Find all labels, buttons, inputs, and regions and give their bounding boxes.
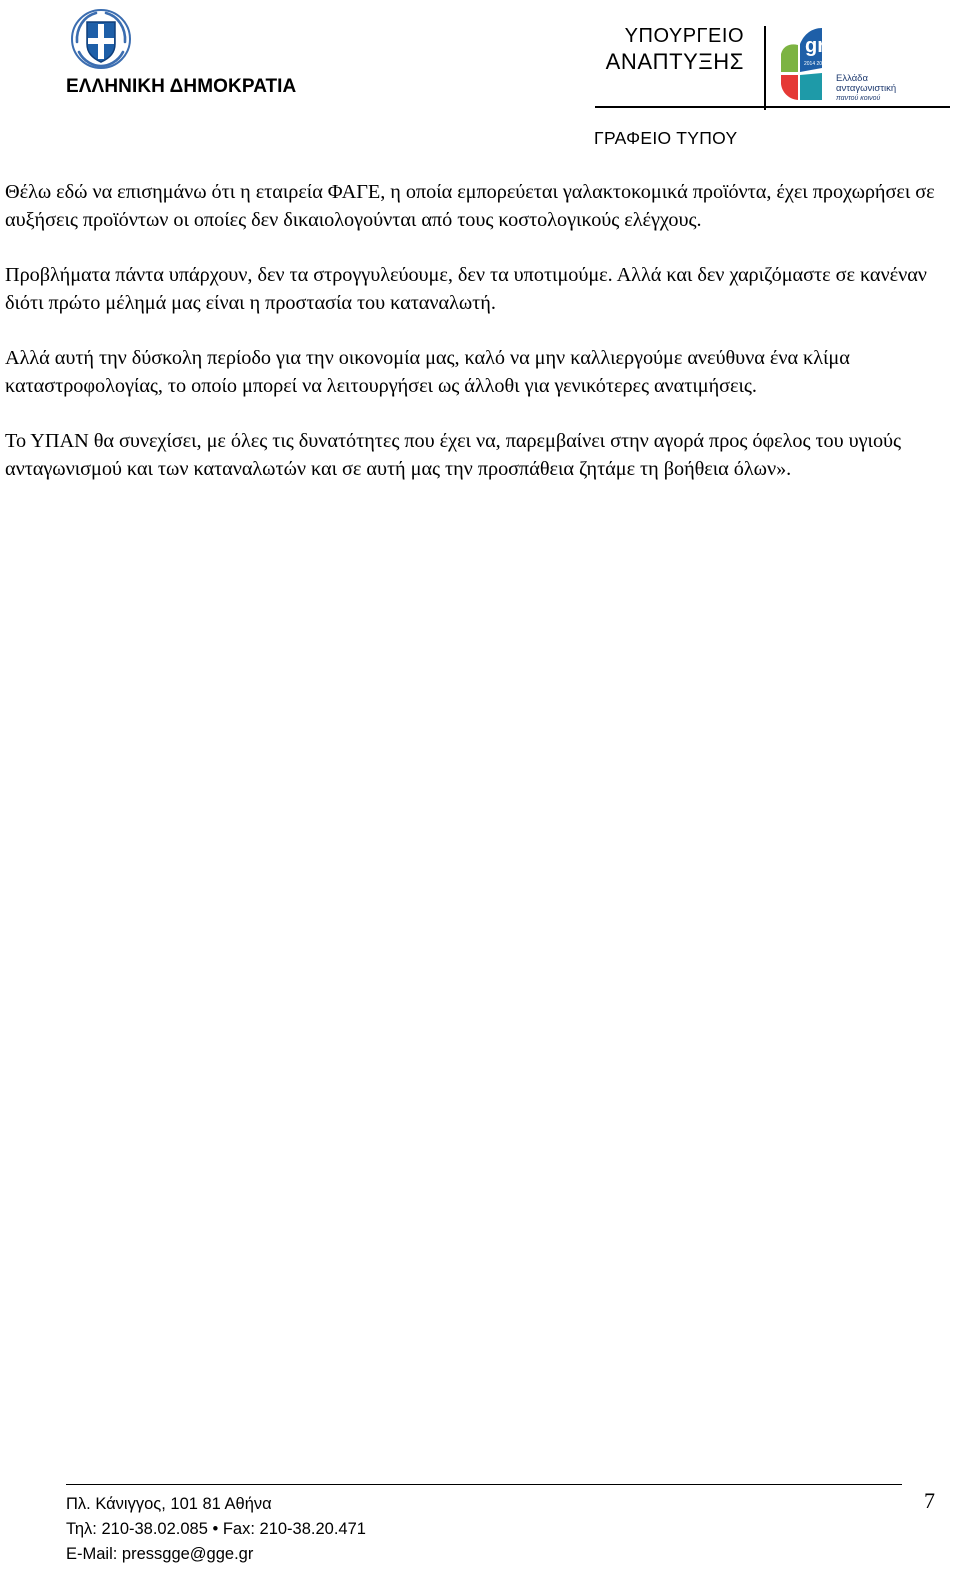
greece-competitive-logo-icon [778,24,840,104]
press-office-label: ΓΡΑΦΕΙΟ ΤΥΠΟΥ [594,128,738,148]
ministry-line-1: ΥΠΟΥΡΓΕΙΟ [624,25,744,47]
republic-title: ΕΛΛΗΝΙΚΗ ΔΗΜΟΚΡΑΤΙΑ [66,76,297,97]
ministry-name [598,23,744,75]
body-paragraph: Θέλω εδώ να επισημάνω ότι η εταιρεία ΦΑΓΕ, η οποία εμπορεύεται γαλακτοκομικά προϊόντα, έχει προχωρήσει σε αυξήσεις προϊόντων οι οποίες δεν δικαιολογούνται από τους κοστολογικούς ελέγχους. [5,181,935,231]
logo-gr-text: gr [805,35,825,57]
footer-address: Πλ. Κάνιγγος, 101 81 Αθήνα [66,1495,272,1513]
header-divider-vertical [764,26,766,110]
logo-tagline [836,74,896,104]
greek-emblem-icon [70,8,132,70]
ministry-line-2: ΑΝΑΠΤΥΞΗΣ [605,49,744,74]
document-body [5,178,945,510]
logo-years-text: 2014 2020 [804,61,828,67]
tagline-line-3: παντού κοινού [836,95,881,102]
body-paragraph: Αλλά αυτή την δύσκολη περίοδο για την οικονομία μας, καλό να μην καλλιεργούμε ανεύθυνα ένα κλίμα καταστροφολογίας, το οποίο μπορεί να λειτουργήσει ως άλλοθι για γενικότερες ανατιμήσεις. [5,347,850,397]
footer-contact [66,1492,366,1567]
footer-divider [66,1484,902,1485]
body-paragraph: Προβλήματα πάντα υπάρχουν, δεν τα στρογγυλεύουμε, δεν τα υποτιμούμε. Αλλά και δεν χαριζόμαστε σε κανέναν διότι πρώτο μέλημά μας είναι η προστασία του καταναλωτή. [5,264,927,314]
header-divider-horizontal [595,106,950,108]
footer-phone-fax: Τηλ: 210-38.02.085 • Fax: 210-38.20.471 [66,1520,366,1538]
body-paragraph: Το ΥΠΑΝ θα συνεχίσει, με όλες τις δυνατότητες που έχει να, παρεμβαίνει στην αγορά προς όφελος του υγιούς ανταγωνισμού και των καταναλωτών και σε αυτή μας την προσπάθεια ζητάμε τη βοήθεια όλων». [5,430,902,480]
page-number: 7 [924,1488,935,1513]
tagline-line-1: Ελλάδα [836,73,868,84]
footer-email: E-Mail: pressgge@gge.gr [66,1545,254,1563]
tagline-line-2: ανταγωνιστική [836,83,897,94]
